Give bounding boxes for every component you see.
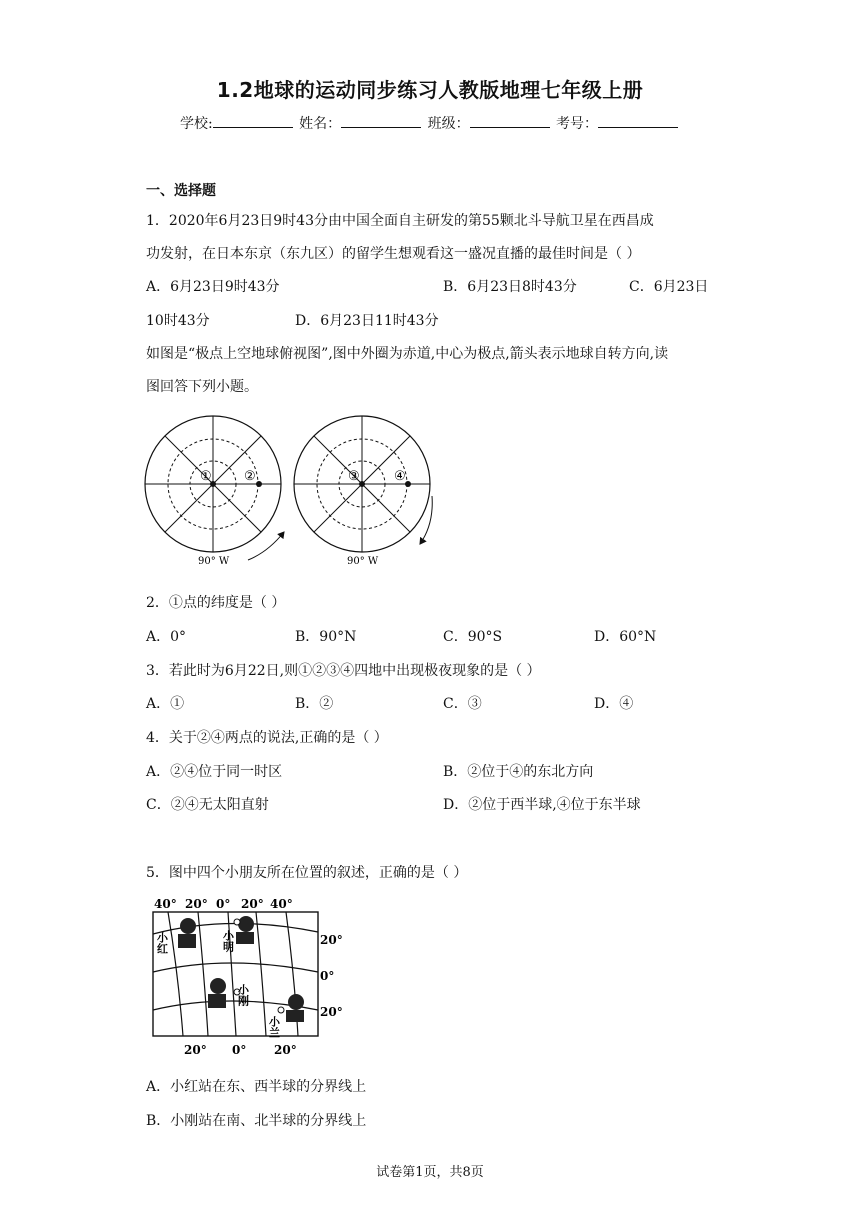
kid-label-xiaoming: 小明 xyxy=(221,930,235,952)
page-footer: 试卷第1页，共8页 xyxy=(376,1165,484,1180)
kid-label-xiaolan: 小兰 xyxy=(267,1016,281,1038)
top-label-20e: 20° xyxy=(241,897,264,911)
polar-diagram-left xyxy=(145,416,284,560)
name-label: 姓名： xyxy=(299,116,342,132)
q2-stem: 2．①点的纬度是（ ） xyxy=(146,595,286,611)
examno-blank[interactable] xyxy=(598,113,678,128)
q3-stem: 3．若此时为6月22日,则①②③④四地中出现极夜现象的是（ ） xyxy=(146,663,541,679)
bottom-label-0: 0° xyxy=(232,1043,247,1057)
top-label-40e: 40° xyxy=(270,897,293,911)
q1-option-c: C．6月23日 xyxy=(629,279,709,295)
q3-option-d: D．④ xyxy=(594,696,634,712)
q2-option-c: C．90°S xyxy=(443,629,503,645)
class-label: 班级： xyxy=(427,116,470,132)
kid-xiaogang xyxy=(208,978,226,1008)
kid-xiaolan xyxy=(286,994,304,1022)
q2-option-a: A．0° xyxy=(146,629,187,645)
q1-option-b: B．6月23日8时43分 xyxy=(443,279,577,295)
q1-stem-line2: 功发射，在日本东京（东九区）的留学生想观看这一盛况直播的最佳时间是（ ） xyxy=(146,246,641,262)
intro-line2: 图回答下列小题。 xyxy=(146,379,258,395)
q1-option-d: D．6月23日11时43分 xyxy=(295,313,439,329)
q5-option-b: B．小刚站在南、北半球的分界线上 xyxy=(146,1113,367,1129)
bottom-label-20w: 20° xyxy=(184,1043,207,1057)
school-label: 学校: xyxy=(179,116,213,132)
kid-label-xiaohong: 小红 xyxy=(155,932,169,954)
q3-option-c: C．③ xyxy=(443,696,482,712)
polar-view-figure xyxy=(140,410,450,570)
examno-label: 考号： xyxy=(556,116,599,132)
school-blank[interactable] xyxy=(213,113,293,128)
q4-option-b: B．②位于④的东北方向 xyxy=(443,764,594,780)
page-title: 1.2地球的运动同步练习人教版地理七年级上册 xyxy=(216,78,644,102)
name-blank[interactable] xyxy=(341,113,421,128)
q4-option-c: C．②④无太阳直射 xyxy=(146,797,269,813)
q1-stem-line1: 1．2020年6月23日9时43分由中国全面自主研发的第55颗北斗导航卫星在西昌成 xyxy=(146,213,654,229)
q1-option-c-cont: 10时43分 xyxy=(146,313,210,329)
q5-stem: 5．图中四个小朋友所在位置的叙述，正确的是（ ） xyxy=(146,865,468,881)
q3-option-b: B．② xyxy=(295,696,334,712)
point-1-label: ① xyxy=(200,469,212,484)
latlong-grid-figure xyxy=(148,892,348,1062)
point-3-label: ③ xyxy=(348,469,360,484)
intro-line1: 如图是“极点上空地球俯视图”,图中外圈为赤道,中心为极点,箭头表示地球自转方向,读 xyxy=(146,346,669,362)
left-meridian-label: 90° W xyxy=(198,556,230,567)
right-label-20n: 20° xyxy=(320,933,343,947)
right-meridian-label: 90° W xyxy=(347,556,379,567)
right-label-20s: 20° xyxy=(320,1005,343,1019)
kid-label-xiaogang: 小刚 xyxy=(236,984,250,1006)
top-label-40w: 40° xyxy=(154,897,177,911)
q3-option-a: A．① xyxy=(146,696,185,712)
top-label-20w: 20° xyxy=(185,897,208,911)
kid-xiaohong xyxy=(178,918,196,948)
top-label-0: 0° xyxy=(216,897,231,911)
right-label-0: 0° xyxy=(320,969,335,983)
q4-stem: 4．关于②④两点的说法,正确的是（ ） xyxy=(146,730,388,746)
section-heading: 一、选择题 xyxy=(146,183,216,199)
student-info-line xyxy=(0,113,860,133)
q4-option-a: A．②④位于同一时区 xyxy=(146,764,283,780)
bottom-label-20e: 20° xyxy=(274,1043,297,1057)
q2-option-d: D．60°N xyxy=(594,629,657,645)
point-2-label: ② xyxy=(244,469,256,484)
q4-option-d: D．②位于西半球,④位于东半球 xyxy=(443,797,641,813)
class-blank[interactable] xyxy=(470,113,550,128)
polar-diagram-right xyxy=(294,416,432,552)
point-4-label: ④ xyxy=(394,469,406,484)
q5-option-a: A．小红站在东、西半球的分界线上 xyxy=(146,1079,367,1095)
q1-option-a: A．6月23日9时43分 xyxy=(146,279,280,295)
q2-option-b: B．90°N xyxy=(295,629,357,645)
